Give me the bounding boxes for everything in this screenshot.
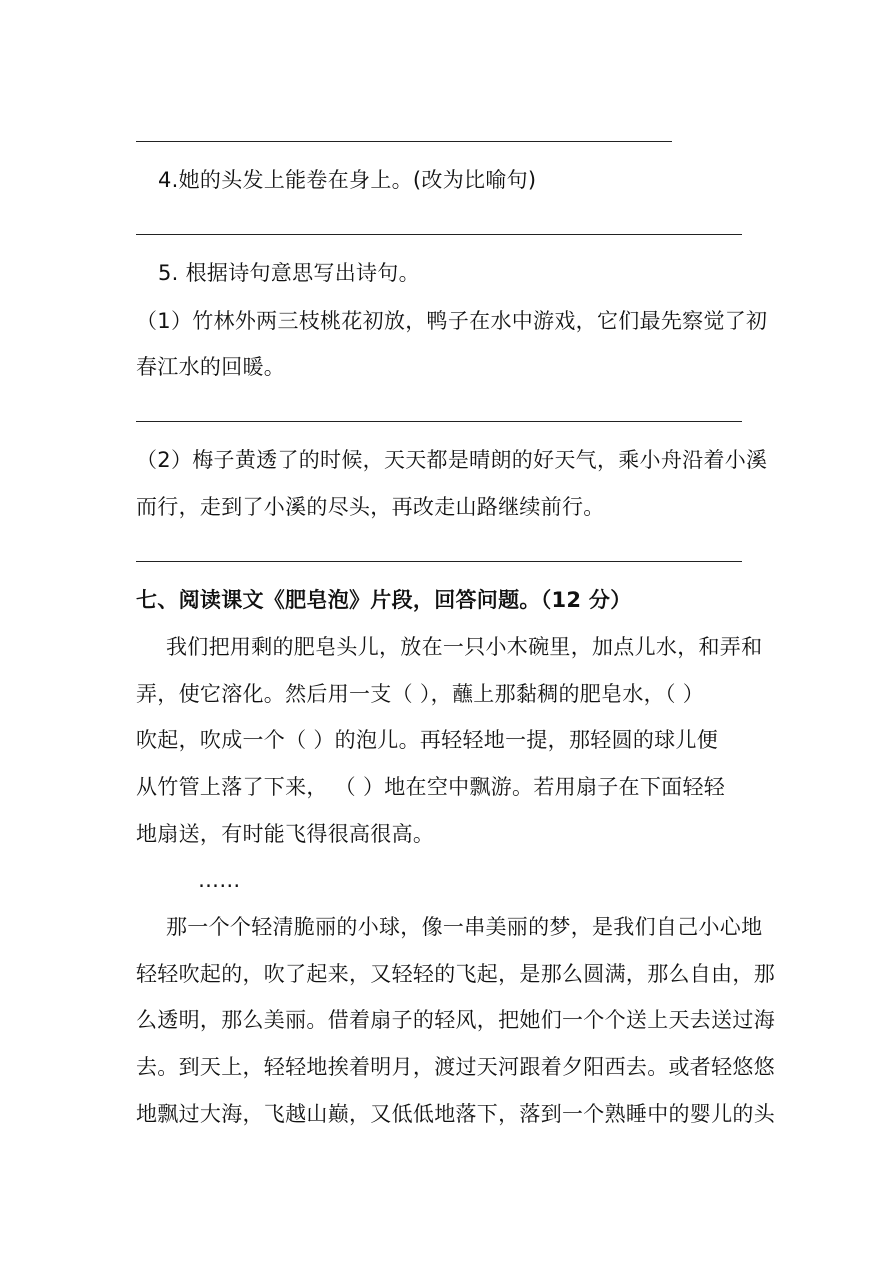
passage-2-line-3: 么透明，那么美丽。借着扇子的轻风，把她们一个个送上天去送过海: [136, 1008, 775, 1032]
passage-ellipsis: ……: [198, 868, 241, 892]
question-5-item-1-line-1: （1）竹林外两三枝桃花初放，鸭子在水中游戏，它们最先察觉了初: [136, 309, 768, 333]
passage-2-line-2: 轻轻吹起的，吹了起来，又轻轻的飞起，是那么圆满，那么自由，那: [136, 962, 775, 986]
question-5-item-2-line-2: 而行，走到了小溪的尽头，再改走山路继续前行。: [136, 495, 605, 519]
passage-1-line-1: 我们把用剩的肥皂头儿，放在一只小木碗里，加点儿水，和弄和: [166, 635, 763, 659]
passage-1-line-3: 吹起，吹成一个（ ）的泡儿。再轻轻地一提，那轻圆的球儿便: [136, 728, 719, 752]
passage-1-line-2: 弄，使它溶化。然后用一支（ ），蘸上那黏稠的肥皂水，（ ）: [136, 682, 705, 706]
passage-1-line-4: 从竹管上落了下来， （ ）地在空中飘游。若用扇子在下面轻轻: [136, 775, 726, 799]
passage-2-line-5: 地飘过大海，飞越山巅，又低低地落下，落到一个熟睡中的婴儿的头: [136, 1102, 775, 1126]
passage-1-line-5: 地扇送，有时能飞得很高很高。: [136, 822, 435, 846]
question-4: 4.她的头发上能卷在身上。(改为比喻句): [158, 168, 537, 192]
answer-line-q5-item-1: [136, 421, 742, 422]
answer-line-q4: [136, 234, 742, 235]
question-5-item-1-line-2: 春江水的回暖。: [136, 355, 286, 379]
section-7-heading: 七、阅读课文《肥皂泡》片段，回答问题。（12 分）: [136, 588, 632, 612]
question-5-item-2-line-1: （2）梅子黄透了的时候，天天都是晴朗的好天气，乘小舟沿着小溪: [136, 448, 768, 472]
question-5-heading: 5. 根据诗句意思写出诗句。: [158, 261, 420, 285]
answer-line-top: [136, 141, 672, 142]
answer-line-q5-item-2: [136, 561, 742, 562]
passage-2-line-1: 那一个个轻清脆丽的小球，像一串美丽的梦，是我们自己小心地: [166, 915, 763, 939]
passage-2-line-4: 去。到天上，轻轻地挨着明月，渡过天河跟着夕阳西去。或者轻悠悠: [136, 1055, 775, 1079]
